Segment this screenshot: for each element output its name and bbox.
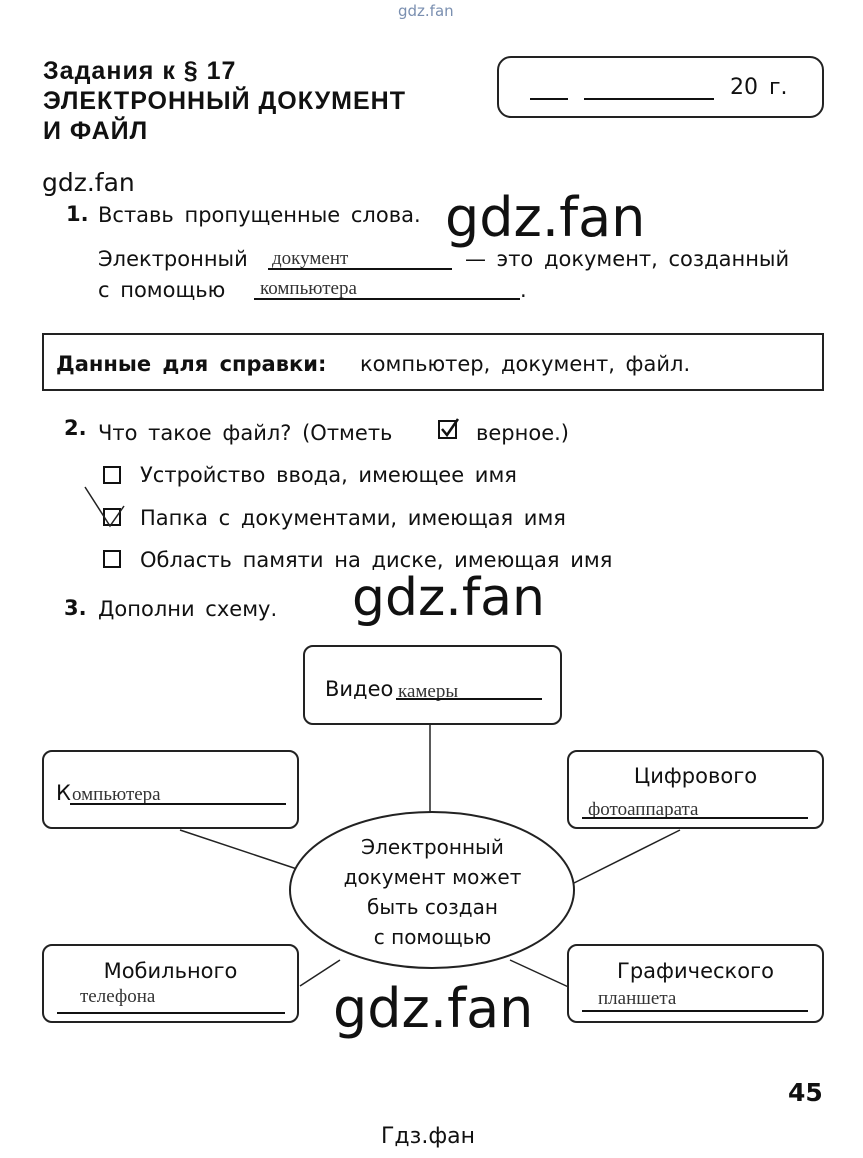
task1-text-end: . (520, 278, 527, 302)
task1-text-a: Электронный (98, 247, 248, 271)
task1-text-b: — это документ, созданный (465, 247, 790, 271)
box-bottom-left-label: Мобильного (103, 959, 238, 983)
center-line-1: Электронный (361, 835, 504, 859)
box-right-answer[interactable]: фотоаппарата (588, 799, 699, 820)
task3-number: 3. (64, 596, 87, 620)
task1-number: 1. (66, 202, 89, 226)
option-1-label: Устройство ввода, имеющее имя (140, 463, 517, 487)
section-title-line1: Задания к § 17 (43, 57, 237, 85)
section-title-line2: ЭЛЕКТРОННЫЙ ДОКУМЕНТ (43, 87, 407, 115)
task2-question-b: верное.) (476, 421, 569, 445)
center-line-3: быть создан (367, 895, 498, 919)
box-left-answer[interactable]: омпьютера (72, 784, 161, 805)
task2-question-a: Что такое файл? (Отметь (98, 421, 393, 445)
watermark-2: gdz.fan (445, 186, 646, 249)
watermark-4: gdz.fan (333, 977, 534, 1040)
task3-instruction: Дополни схему. (98, 597, 278, 621)
box-top-answer[interactable]: камеры (398, 681, 459, 702)
task1-text-c: с помощью (98, 278, 226, 302)
box-bottom-right-label: Графического (617, 959, 774, 983)
box-right-blank (582, 817, 808, 819)
box-bottom-right-answer[interactable]: планшета (598, 988, 677, 1009)
watermark-top: gdz.fan (398, 2, 454, 20)
watermark-1: gdz.fan (42, 168, 135, 197)
center-line-2: документ может (343, 865, 522, 889)
box-left-prefix: К (56, 781, 71, 805)
task1-answer-a[interactable]: документ (272, 248, 349, 269)
section-title-line3: И ФАЙЛ (43, 117, 149, 145)
reference-label: Данные для справки: (56, 352, 327, 376)
task2-number: 2. (64, 416, 87, 440)
center-line-4: с помощью (373, 925, 492, 949)
date-year: 20 г. (730, 75, 788, 100)
box-right-label: Цифрового (633, 764, 758, 788)
box-bottom-left-blank (57, 1012, 285, 1014)
option-2-label: Папка с документами, имеющая имя (140, 506, 566, 530)
box-bottom-left-answer[interactable]: телефона (80, 986, 156, 1007)
page-number: 45 (788, 1078, 823, 1107)
watermark-3: gdz.fan (352, 568, 545, 628)
reference-words: компьютер, документ, файл. (360, 352, 691, 376)
box-left-blank (70, 803, 286, 805)
box-top-blank (396, 698, 542, 700)
option-3-label: Область памяти на диске, имеющая имя (140, 548, 613, 572)
box-top-label: Видео (325, 677, 394, 701)
center-text (300, 832, 565, 952)
task1-answer-b[interactable]: компьютера (260, 278, 357, 299)
task1-instruction: Вставь пропущенные слова. (98, 203, 421, 227)
box-bottom-right-blank (582, 1010, 808, 1012)
footer-watermark: Гдз.фан (381, 1124, 475, 1149)
